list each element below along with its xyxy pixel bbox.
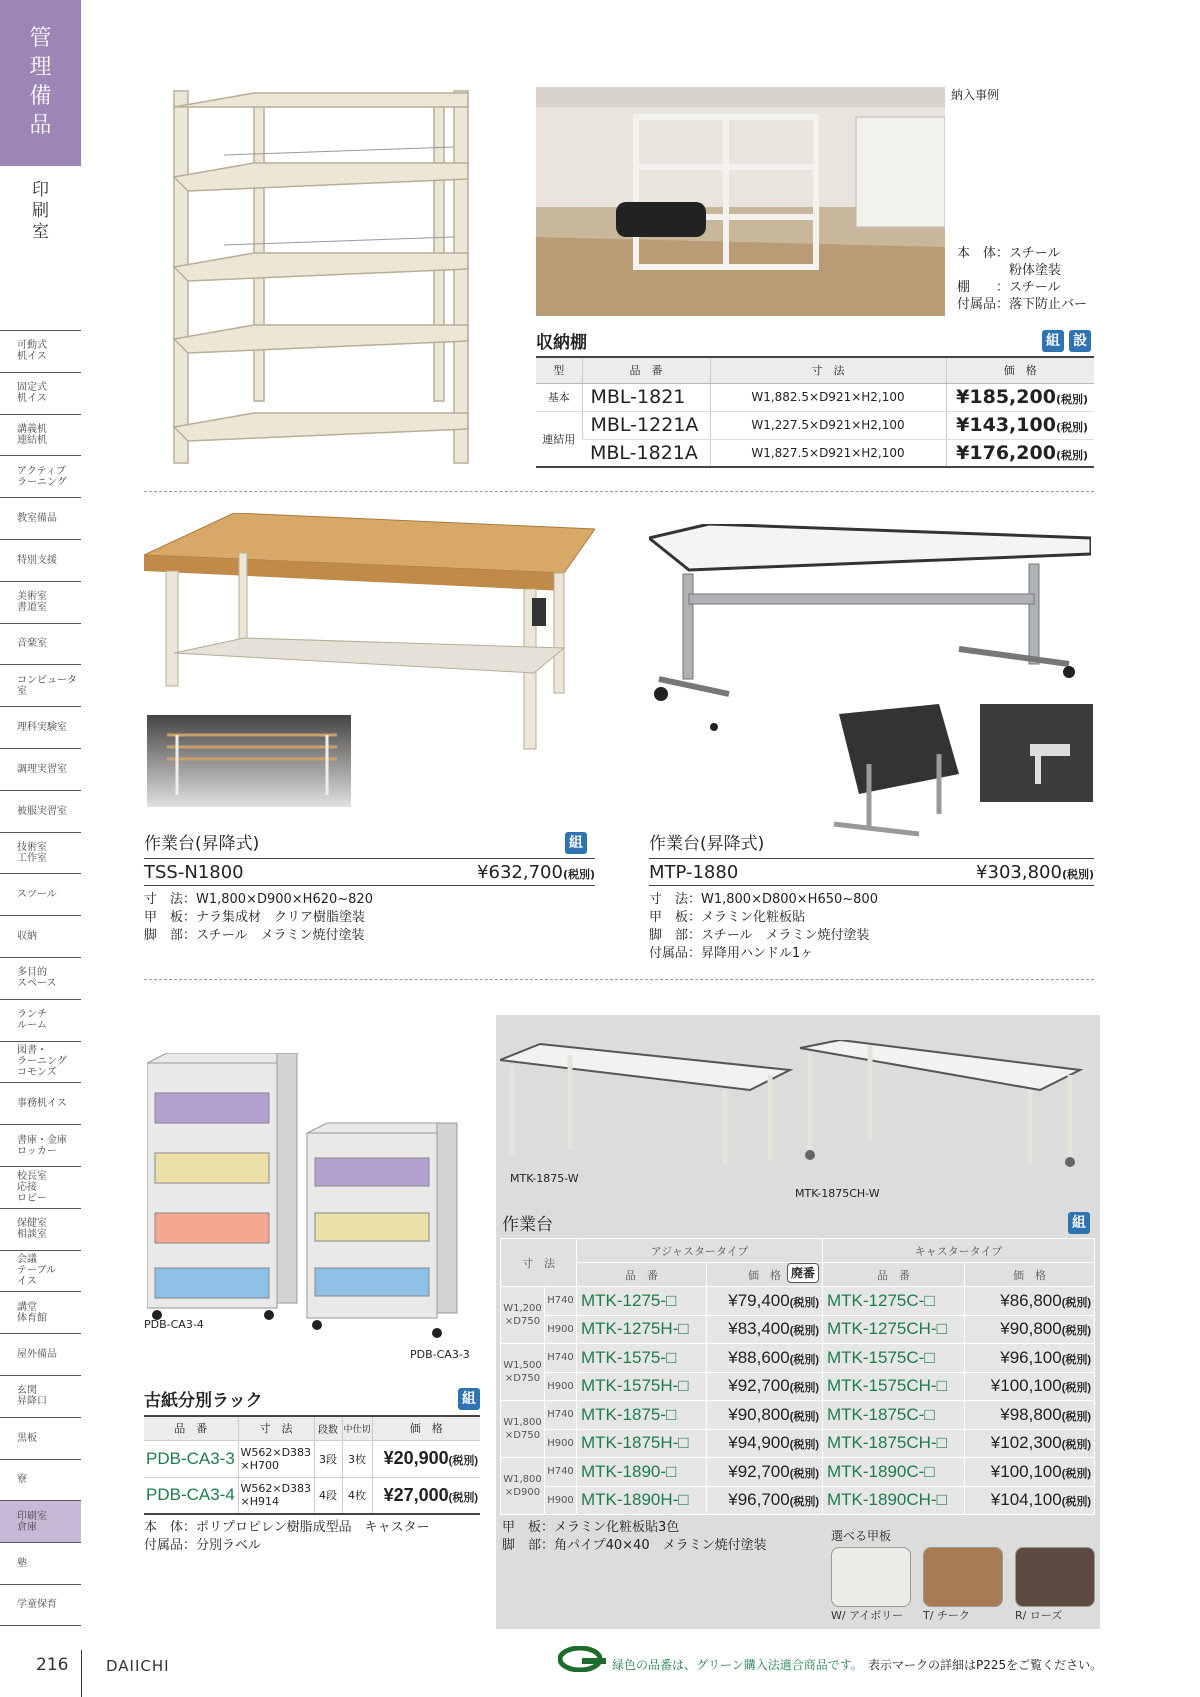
price-value: ¥143,100 xyxy=(956,414,1056,436)
height-cell: H900 xyxy=(545,1372,577,1401)
sidebar-item[interactable]: 講堂 体育館 xyxy=(0,1291,81,1333)
adjuster-model-cell: MTK-1875H-□ xyxy=(577,1429,707,1458)
price-value: ¥104,100 xyxy=(990,1490,1062,1510)
spec-line: 粉体塗装 xyxy=(957,263,1062,278)
section-divider xyxy=(144,491,1094,492)
steel-shelf-image xyxy=(164,87,486,469)
sidebar-item[interactable]: 音楽室 xyxy=(0,623,81,665)
sidebar-item[interactable]: 会議 テーブル イス xyxy=(0,1250,81,1292)
model-cell: MBL-1221A xyxy=(582,411,710,439)
spec-line: 棚 ：スチール xyxy=(957,280,1061,295)
tiers-cell: 3段 xyxy=(314,1440,342,1477)
category-char: 品 xyxy=(29,113,52,138)
category-char: 管 xyxy=(29,26,52,51)
photo-caption: 納入事例 xyxy=(951,88,1000,102)
section-divider xyxy=(144,979,1094,980)
height-cell: H900 xyxy=(545,1486,577,1515)
spec-line: 甲 板：ナラ集成材 クリア樹脂塗装 xyxy=(144,910,366,925)
sidebar-nav xyxy=(0,330,81,1626)
header-price: 価 格 xyxy=(707,1263,823,1287)
price-value: ¥83,400 xyxy=(728,1319,790,1339)
header-caster-type: キャスタータイプ xyxy=(823,1239,1095,1263)
shelf-specs xyxy=(957,245,1087,313)
price-value: ¥100,100 xyxy=(990,1461,1062,1481)
sub-category-char: 印 xyxy=(32,180,49,200)
tss-specs xyxy=(144,891,373,945)
height-cell: H740 xyxy=(545,1344,577,1373)
caster-model-cell: MTK-1275C-□ xyxy=(823,1287,965,1316)
price-cell xyxy=(372,1477,480,1514)
price-value: ¥176,200 xyxy=(956,441,1056,464)
workbench-inset-image xyxy=(147,715,351,807)
mtk-specs xyxy=(502,1519,767,1555)
folding-table-image xyxy=(649,524,1091,731)
paper-rack-image xyxy=(147,1053,480,1343)
header-tiers: 段数 xyxy=(314,1416,342,1440)
table-row xyxy=(501,1458,1095,1487)
sidebar-item[interactable]: 黒板 xyxy=(0,1417,81,1459)
installation-photo xyxy=(536,87,945,316)
caster-price-cell xyxy=(965,1486,1095,1515)
sidebar-item[interactable]: 技術室 工作室 xyxy=(0,832,81,874)
sidebar-item[interactable]: スツール xyxy=(0,873,81,915)
price-value: ¥92,700 xyxy=(728,1376,790,1396)
type-cell: 基本 xyxy=(536,383,582,411)
category-char: 備 xyxy=(29,84,52,109)
tax-note: (税別) xyxy=(789,1296,820,1309)
tax-note: (税別) xyxy=(1061,1496,1092,1509)
tax-note: (税別) xyxy=(789,1467,820,1480)
height-cell: H900 xyxy=(545,1429,577,1458)
header-model: 品 番 xyxy=(582,357,710,383)
caster-model-cell: MTK-1275CH-□ xyxy=(823,1315,965,1344)
color-swatch xyxy=(1015,1547,1095,1607)
sidebar-item[interactable]: 屋外備品 xyxy=(0,1333,81,1375)
green-purchase-g-icon xyxy=(558,1646,606,1672)
swatch-label: R/ ローズ xyxy=(1015,1609,1063,1622)
header-price: 価 格 xyxy=(946,357,1094,383)
caster-model-cell: MTK-1875C-□ xyxy=(823,1401,965,1430)
spec-line: 付属品：昇降用ハンドル1ヶ xyxy=(649,946,814,961)
tax-note: (税別) xyxy=(1061,867,1094,881)
adjuster-price-cell xyxy=(707,1429,823,1458)
price-cell xyxy=(946,439,1094,467)
model-price-line xyxy=(649,858,1094,886)
rack-label: PDB-CA3-4 xyxy=(144,1318,204,1331)
top-choice-label: 選べる甲板 xyxy=(831,1529,892,1543)
caster-price-cell xyxy=(965,1344,1095,1373)
table-row xyxy=(501,1372,1095,1401)
header-dividers: 中仕切 xyxy=(342,1416,372,1440)
sidebar-item[interactable]: 固定式 机イス xyxy=(0,372,81,414)
spec-line: 脚 部：スチール メラミン焼付塗装 xyxy=(649,928,870,943)
adjuster-model-cell: MTK-1890H-□ xyxy=(577,1486,707,1515)
table-row xyxy=(501,1401,1095,1430)
tax-note: (税別) xyxy=(789,1382,820,1395)
price-value: ¥94,900 xyxy=(728,1433,790,1453)
adjuster-price-cell xyxy=(707,1458,823,1487)
table-row xyxy=(501,1486,1095,1515)
sidebar-item[interactable]: 特別支援 xyxy=(0,539,81,581)
sidebar-item[interactable]: 収納 xyxy=(0,915,81,957)
product-title: 作業台(昇降式) xyxy=(144,834,260,854)
spec-line: 本 体：ポリプロピレン樹脂成型品 キャスター xyxy=(144,1520,430,1535)
caster-model-cell: MTK-1890CH-□ xyxy=(823,1486,965,1515)
tax-note: (税別) xyxy=(789,1353,820,1366)
model-cell: MBL-1821 xyxy=(582,383,710,411)
caster-price-cell xyxy=(965,1429,1095,1458)
price-value: ¥96,100 xyxy=(1000,1347,1062,1367)
size-cell: W562×D383 ×H914 xyxy=(238,1477,314,1514)
tax-note: (税別) xyxy=(789,1496,820,1509)
model-price-line xyxy=(144,858,595,886)
price-cell xyxy=(372,1440,480,1477)
page-number: 216 xyxy=(36,1655,69,1675)
badge-group xyxy=(1042,330,1091,352)
adjuster-model-cell: MTK-1575-□ xyxy=(577,1344,707,1373)
sidebar-item[interactable]: コンピュータ室 xyxy=(0,664,81,706)
header-adjuster-type: アジャスタータイプ xyxy=(577,1239,823,1263)
price-value: ¥303,800 xyxy=(976,861,1062,883)
sidebar-item[interactable]: 講義机 連結机 xyxy=(0,414,81,456)
table-row xyxy=(536,411,1094,439)
price-value: ¥98,800 xyxy=(1000,1404,1062,1424)
header-price: 価 格 xyxy=(372,1416,480,1440)
model-number: TSS-N1800 xyxy=(144,861,244,883)
spec-line: 寸 法：W1,800×D800×H650~800 xyxy=(649,892,878,907)
table-row xyxy=(144,1440,480,1477)
header-model: 品 番 xyxy=(577,1263,707,1287)
rack-specs xyxy=(144,1519,430,1555)
price-value: ¥96,700 xyxy=(728,1490,790,1510)
spec-line: 甲 板：メラミン化粧板貼3色 xyxy=(502,1520,680,1535)
size-cell: W562×D383 ×H700 xyxy=(238,1440,314,1477)
adjuster-model-cell: MTK-1275-□ xyxy=(577,1287,707,1316)
header-size: 寸 法 xyxy=(710,357,946,383)
size-cell: W1,882.5×D921×H2,100 xyxy=(710,383,946,411)
adjuster-price-cell xyxy=(707,1401,823,1430)
caster-model-cell: MTK-1890C-□ xyxy=(823,1458,965,1487)
price-value: ¥90,800 xyxy=(1000,1319,1062,1339)
size-cell: W1,827.5×D921×H2,100 xyxy=(710,439,946,467)
sidebar-item[interactable]: 印刷室 倉庫 xyxy=(0,1500,81,1542)
tax-note: (税別) xyxy=(789,1439,820,1452)
price-value: ¥90,800 xyxy=(728,1404,790,1424)
dividers-cell: 4枚 xyxy=(342,1477,372,1514)
sidebar-item[interactable]: 図書・ ラーニング コモンズ xyxy=(0,1041,81,1083)
category-tab-management[interactable] xyxy=(0,0,81,166)
caster-price-cell xyxy=(965,1315,1095,1344)
adjuster-price-cell xyxy=(707,1287,823,1316)
sidebar-item[interactable]: 調理実習室 xyxy=(0,748,81,790)
header-size: 寸 法 xyxy=(238,1416,314,1440)
caster-price-cell xyxy=(965,1372,1095,1401)
size-cell: W1,800 ×D750 xyxy=(501,1401,545,1458)
adjuster-price-cell xyxy=(707,1486,823,1515)
table-row xyxy=(536,383,1094,411)
sidebar-item[interactable]: 塾 xyxy=(0,1542,81,1584)
sidebar-item[interactable]: アクティブ ラーニング xyxy=(0,455,81,497)
price-cell xyxy=(946,383,1094,411)
shelf-price-table xyxy=(536,356,1094,468)
size-cell: W1,800 ×D900 xyxy=(501,1458,545,1515)
image-label: MTK-1875CH-W xyxy=(795,1187,880,1200)
tax-note: (税別) xyxy=(789,1325,820,1338)
price-value: ¥100,100 xyxy=(990,1376,1062,1396)
adjuster-price-cell xyxy=(707,1315,823,1344)
sidebar-item[interactable]: 教室備品 xyxy=(0,497,81,539)
model-cell: MBL-1821A xyxy=(582,439,710,467)
price xyxy=(477,862,595,883)
caster-price-cell xyxy=(965,1287,1095,1316)
sidebar-item[interactable]: 学童保育 xyxy=(0,1584,81,1626)
product-title: 古紙分別ラック xyxy=(144,1391,263,1411)
tax-note: (税別) xyxy=(1061,1353,1092,1366)
swatch-option[interactable] xyxy=(923,1547,1003,1623)
top-color-swatches xyxy=(831,1547,1095,1623)
adjuster-price-cell xyxy=(707,1344,823,1373)
swatch-option[interactable] xyxy=(1015,1547,1095,1623)
price-value: ¥86,800 xyxy=(1000,1290,1062,1310)
type-cell: 連結用 xyxy=(536,411,582,467)
mtk-tables-image xyxy=(500,1040,1100,1170)
sidebar-item[interactable]: 多目的 スペース xyxy=(0,957,81,999)
adjuster-model-cell: MTK-1875-□ xyxy=(577,1401,707,1430)
sidebar-item[interactable]: 可動式 机イス xyxy=(0,330,81,372)
price-value: ¥632,700 xyxy=(477,861,563,883)
table-header-row xyxy=(501,1239,1095,1263)
sidebar-item[interactable]: 寮 xyxy=(0,1459,81,1501)
caster-price-cell xyxy=(965,1401,1095,1430)
tax-note: (税別) xyxy=(448,1491,478,1504)
assembly-badge: 組 xyxy=(1042,330,1064,352)
price-value: ¥92,700 xyxy=(728,1461,790,1481)
color-swatch xyxy=(831,1547,911,1607)
table-row xyxy=(144,1477,480,1514)
tax-note: (税別) xyxy=(1055,448,1088,462)
spec-line: 脚 部：角パイプ40×40 メラミン焼付塗装 xyxy=(502,1538,767,1553)
sub-category-char: 刷 xyxy=(32,201,49,221)
mtp-specs xyxy=(649,891,878,963)
header-type: 型 xyxy=(536,357,582,383)
price-value: ¥88,600 xyxy=(728,1347,790,1367)
assembly-badge: 組 xyxy=(458,1388,480,1410)
spec-line: 甲 板：メラミン化粧板貼 xyxy=(649,910,806,925)
product-title: 作業台(昇降式) xyxy=(649,834,765,854)
rack-label: PDB-CA3-3 xyxy=(410,1348,470,1361)
green-product-note: 緑色の品番は、グリーン購入法適合商品です。 xyxy=(612,1658,863,1672)
price-value: ¥79,400 xyxy=(728,1290,790,1310)
adjuster-price-cell xyxy=(707,1372,823,1401)
color-swatch xyxy=(923,1547,1003,1607)
sidebar-item[interactable]: 理科実験室 xyxy=(0,706,81,748)
spec-line: 脚 部：スチール メラミン焼付塗装 xyxy=(144,928,365,943)
installation-badge: 設 xyxy=(1069,330,1091,352)
swatch-label: T/ チーク xyxy=(923,1609,970,1622)
spec-line: 付属品：落下防止バー xyxy=(957,297,1088,312)
tax-note: (税別) xyxy=(1055,421,1088,434)
tax-note: (税別) xyxy=(1061,1439,1092,1452)
table-header-row xyxy=(144,1416,480,1440)
discontinued-label: 廃番 xyxy=(787,1263,819,1283)
spec-line: 付属品：分別ラベル xyxy=(144,1538,262,1553)
price-value: ¥20,900 xyxy=(383,1448,449,1468)
caster-price-cell xyxy=(965,1458,1095,1487)
table-header-row xyxy=(536,357,1094,383)
sidebar-item[interactable]: 校長室 応接 ロビー xyxy=(0,1166,81,1208)
tax-note: (税別) xyxy=(1061,1467,1092,1480)
swatch-option[interactable] xyxy=(831,1547,911,1623)
header-model: 品 番 xyxy=(823,1263,965,1287)
tax-note: (税別) xyxy=(1061,1410,1092,1423)
sidebar-item[interactable]: 玄関 昇降口 xyxy=(0,1375,81,1417)
adjuster-model-cell: MTK-1275H-□ xyxy=(577,1315,707,1344)
assembly-badge: 組 xyxy=(565,832,587,854)
tax-note: (税別) xyxy=(448,1455,478,1467)
caster-model-cell: MTK-1575CH-□ xyxy=(823,1372,965,1401)
spec-line: 寸 法：W1,800×D900×H620~820 xyxy=(144,892,373,907)
price xyxy=(976,862,1094,883)
height-cell: H740 xyxy=(545,1458,577,1487)
table-row xyxy=(501,1287,1095,1316)
tax-note: (税別) xyxy=(562,867,595,881)
sub-category-label xyxy=(0,180,81,243)
header-size: 寸 法 xyxy=(501,1239,577,1287)
price-value: ¥185,200 xyxy=(956,386,1056,408)
size-cell: W1,500 ×D750 xyxy=(501,1344,545,1401)
category-char: 理 xyxy=(29,55,52,80)
model-cell: PDB-CA3-3 xyxy=(144,1440,238,1477)
price-value: ¥102,300 xyxy=(990,1433,1062,1453)
size-cell: W1,200 ×D750 xyxy=(501,1287,545,1344)
swatch-label: W/ アイボリー xyxy=(831,1609,904,1622)
caster-model-cell: MTK-1875CH-□ xyxy=(823,1429,965,1458)
folded-table-inset xyxy=(829,704,971,840)
product-title: 作業台 xyxy=(502,1215,553,1235)
size-cell: W1,227.5×D921×H2,100 xyxy=(710,411,946,439)
mark-details-note: 表示マークの詳細はP225をご覧ください。 xyxy=(868,1658,1103,1672)
height-cell: H900 xyxy=(545,1315,577,1344)
sub-category-char: 室 xyxy=(32,222,49,242)
caster-model-cell: MTK-1575C-□ xyxy=(823,1344,965,1373)
dividers-cell: 3枚 xyxy=(342,1440,372,1477)
sidebar-item[interactable]: ランチ ルーム xyxy=(0,999,81,1041)
tax-note: (税別) xyxy=(1061,1325,1092,1338)
table-row xyxy=(501,1429,1095,1458)
tiers-cell: 4段 xyxy=(314,1477,342,1514)
sidebar-item[interactable]: 事務机イス xyxy=(0,1082,81,1124)
assembly-badge: 組 xyxy=(1068,1212,1090,1234)
table-row xyxy=(536,439,1094,467)
table-row xyxy=(501,1315,1095,1344)
model-number: MTP-1880 xyxy=(649,861,739,883)
price-value: ¥27,000 xyxy=(383,1484,449,1505)
tax-note: (税別) xyxy=(1055,393,1088,406)
model-cell: PDB-CA3-4 xyxy=(144,1477,238,1514)
sidebar-item[interactable]: 被服実習室 xyxy=(0,790,81,832)
handle-closeup-inset xyxy=(980,704,1093,802)
brand-name: DAIICHI xyxy=(106,1657,170,1675)
tax-note: (税別) xyxy=(1061,1382,1092,1395)
height-cell: H740 xyxy=(545,1287,577,1316)
adjuster-model-cell: MTK-1575H-□ xyxy=(577,1372,707,1401)
tax-note: (税別) xyxy=(789,1410,820,1423)
page-number-divider xyxy=(81,1650,82,1697)
price-cell xyxy=(946,411,1094,439)
sidebar-item[interactable]: 書庫・金庫 ロッカー xyxy=(0,1124,81,1166)
header-price: 価 格 xyxy=(965,1263,1095,1287)
category-sidebar xyxy=(0,0,81,1630)
spec-line: 本 体：スチール xyxy=(957,246,1061,261)
sidebar-item[interactable]: 保健室 相談室 xyxy=(0,1208,81,1250)
sidebar-item[interactable]: 美術室 書道室 xyxy=(0,581,81,623)
header-model: 品 番 xyxy=(144,1416,238,1440)
table-row xyxy=(501,1344,1095,1373)
adjuster-model-cell: MTK-1890-□ xyxy=(577,1458,707,1487)
tax-note: (税別) xyxy=(1061,1296,1092,1309)
image-label: MTK-1875-W xyxy=(510,1172,579,1185)
rack-price-table xyxy=(144,1415,480,1515)
height-cell: H740 xyxy=(545,1401,577,1430)
product-title: 収納棚 xyxy=(536,333,587,353)
